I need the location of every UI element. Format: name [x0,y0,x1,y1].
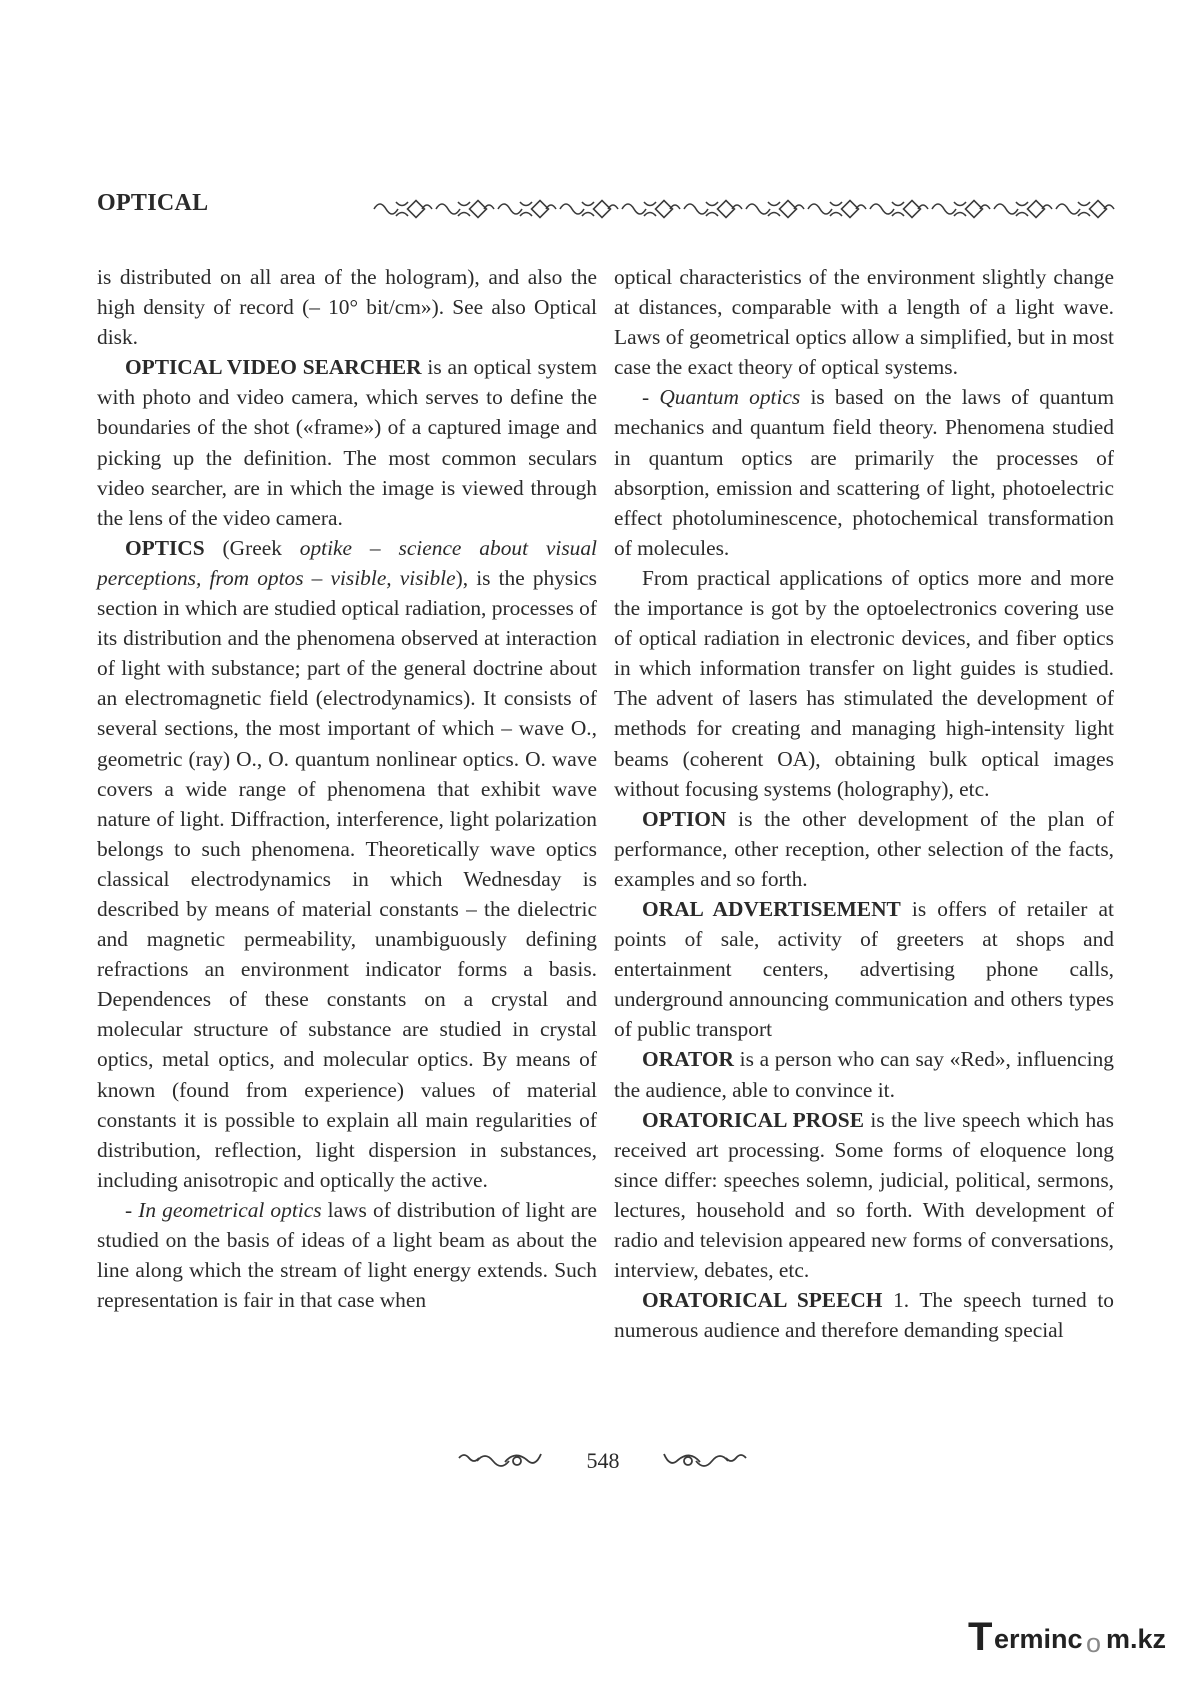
ornament-motif [436,201,494,218]
body-text: - [642,385,660,410]
entry-term: OPTICS [125,535,205,560]
paragraph [614,1285,1114,1345]
body-text: is based on the laws of quantum mechanics and quantum field theory. Phenomena studied in quantum optics are primarily the processes of absorption, emission and scattering of light, photoelectric effect photoluminescence, photochemical transformation of molecules. [614,385,1115,560]
paragraph [614,382,1114,563]
ornament-motif [622,201,680,218]
page-number: 548 [586,1448,620,1473]
italic-text: In geometrical optics [138,1197,322,1222]
left-column [97,262,597,1315]
termincom-watermark-logo [966,1614,1176,1660]
entry-term: ORATORICAL PROSE [642,1107,864,1132]
paragraph [614,1105,1114,1286]
entry-term: ORATORICAL SPEECH [642,1288,883,1313]
footer-ornament-left [455,1450,545,1472]
right-column [614,262,1114,1345]
body-text: is the live speech which has received art processing. Some forms of eloquence long since differ: speeches solemn, judicial, political, sermons, lectures, household and so forth. With development of radio and television appeared new forms of conversations, interview, debates, etc. [614,1107,1114,1283]
body-text: ), is the physics section in which are studied optical radiation, processes of its distribution and the phenomena observed at interaction of light with substance; part of the general doctrine about an electromagnetic field (electrodynamics). It consists of several sections, the most important of which – wave O., geometric (ray) O., O. quantum nonlinear optics. O. wave covers a wide range of phenomena that exhibit wave nature of light. Diffraction, interference, light polarization belongs to such phenomena. Theoretically wave optics classical electrodynamics in which Wednesday is described by means of material constants – the dielectric and magnetic permeability, unambiguously defining refractions an environment indicator forms a basis. Dependences of these constants on a crystal and molecular structure of substance are studied in crystal optics, metal optics, and molecular optics. By means of known (found from experience) values of material constants it is possible to explain all main regularities of distribution, reflection, light dispersion in substances, including anisotropic and optically the active. [97,565,597,1192]
paragraph [97,533,597,1195]
svg-text:erminc: erminc [994,1624,1083,1654]
paragraph [614,563,1114,804]
ornament-motif [498,201,556,218]
body-text: is a person who can say «Red», influencing the audience, able to convince it. [614,1047,1114,1102]
entry-term: OPTICAL VIDEO SEARCHER [125,355,422,380]
ornament-motif [684,201,742,218]
body-text: - [125,1197,139,1222]
paragraph [614,804,1114,894]
entry-term: OPTION [642,806,727,831]
svg-text:T: T [968,1615,993,1659]
body-text: is distributed on all area of the hologram), and also the high density of record (– 10° bit/cm»). See also Optical disk. [97,265,597,350]
ornament-motif [560,201,618,218]
ornament-motif [808,201,866,218]
body-text: optical characteristics of the environment slightly change at distances, comparable with a length of a light wave. Laws of geometrical optics allow a simplified, but in most case the exact theory of optical systems. [614,265,1114,380]
italic-text: Quantum optics [659,385,801,410]
body-text: is an optical system with photo and video camera, which serves to define the boundaries of the shot («frame») of a captured image and picking up the definition. The most common seculars video searcher, are in which the image is viewed through the lens of the video camera. [97,355,597,530]
entry-term: ORATOR [642,1047,734,1072]
header-ornament-band [372,196,1115,222]
italic-text: optike – science about visual perceptions, from optos – visible, visible [97,535,597,590]
paragraph [97,352,597,533]
ornament-motif [870,201,928,218]
paragraph [614,262,1114,382]
paragraph [97,1195,597,1315]
ornament-motif [994,201,1052,218]
paragraph [614,894,1114,1044]
paragraph [614,1044,1114,1104]
body-text: (Greek [204,535,300,560]
ornament-motif [374,201,432,218]
paragraph [97,262,597,352]
footer-ornament-right [660,1450,750,1472]
entry-term: ORAL ADVERTISEMENT [642,896,901,921]
body-text: laws of distribution of light are studied on the basis of ideas of a light beam as about the line along which the stream of light energy extends. Such representation is fair in that case when [97,1197,597,1313]
ornament-motif [932,201,990,218]
svg-text:m.kz: m.kz [1106,1624,1167,1654]
body-text: 1. The speech turned to numerous audience and therefore demanding special [614,1288,1114,1343]
body-text: From practical applications of optics more and more the importance is got by the optoelectronics covering use of optical radiation in electronic devices, and fiber optics in which information transfer on light guides is studied. The advent of lasers has stimulated the development of methods for creating and managing high-intensity light beams (coherent OA), obtaining bulk optical images without focusing systems (holography), etc. [614,565,1114,801]
ornament-motif [1056,201,1114,218]
body-text: is the other development of the plan of performance, other reception, other selection of the facts, examples and so forth. [614,806,1114,891]
ornament-motif [746,201,804,218]
svg-text:o: o [1086,1628,1102,1658]
running-head: OPTICAL [97,190,209,216]
body-text: is offers of retailer at points of sale, activity of greeters at shops and entertainment centers, advertising phone calls, underground announcing communication and others types of public transport [614,896,1114,1042]
